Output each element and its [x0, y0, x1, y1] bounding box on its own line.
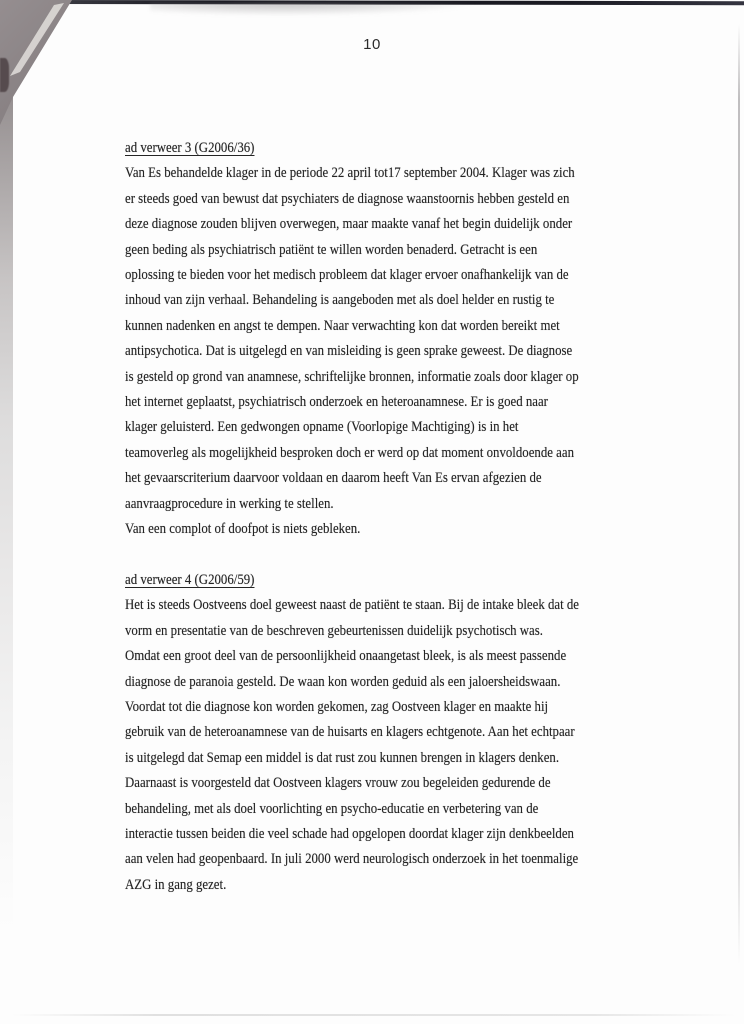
- body-line: aan velen had geopenbaard. In juli 2000 werd neurologisch onderzoek in het toenmalige: [125, 851, 579, 868]
- body-line: Van een complot of doofpot is niets gebleken.: [125, 521, 361, 538]
- body-line: gebruik van de heteroanamnese van de huisarts en klagers echtgenote. Aan het echtpaar: [125, 724, 575, 741]
- scan-corner-artifact: [0, 0, 90, 125]
- body-line: diagnose de paranoia gesteld. De waan kon worden geduid als een jaloersheidswaan.: [125, 673, 561, 690]
- body-line: Van Es behandelde klager in de periode 22 april tot17 september 2004. Klager was zich: [125, 165, 575, 182]
- section-heading-verweer-3: ad verweer 3 (G2006/36): [125, 140, 255, 156]
- body-line: inhoud van zijn verhaal. Behandeling is aangeboden met als doel helder en rustig te: [125, 292, 555, 309]
- body-line: Omdat een groot deel van de persoonlijkheid onaangetast bleek, is als meest passende: [125, 648, 567, 665]
- body-line: interactie tussen beiden die veel schade had opgelopen doordat klager zijn denkbeelden: [125, 825, 574, 842]
- section-gap: [125, 543, 640, 568]
- body-line: geen beding als psychiatrisch patiënt te willen worden benaderd. Getracht is een: [125, 241, 538, 258]
- body-line: AZG in gang gezet.: [125, 876, 227, 893]
- body-line: behandeling, met als doel voorlichting en psycho-educatie en verbetering van de: [125, 800, 539, 817]
- document-body: [125, 136, 640, 898]
- body-line: kunnen nadenken en angst te dempen. Naar verwachting kon dat worden bereikt met: [125, 317, 560, 334]
- body-line: is uitgelegd dat Semap een middel is dat rust zou kunnen brengen in klagers denken.: [125, 749, 560, 766]
- body-line: Voordat tot die diagnose kon worden gekomen, zag Oostveen klager en maakte hij: [125, 698, 549, 715]
- body-line: antipsychotica. Dat is uitgelegd en van misleiding is geen sprake geweest. De diagnose: [125, 343, 573, 360]
- scan-right-edge-line: [738, 24, 740, 964]
- body-line: Het is steeds Oostveens doel geweest naast de patiënt te staan. Bij de intake bleek dat de: [125, 597, 579, 614]
- body-line: klager geluisterd. Een gedwongen opname (Voorlopige Machtiging) is in het: [125, 419, 519, 436]
- body-line: teamoverleg als mogelijkheid besproken doch er werd op dat moment onvoldoende aan: [125, 444, 574, 461]
- body-line: vorm en presentatie van de beschreven gebeurtenissen duidelijk psychotisch was.: [125, 622, 543, 639]
- scan-corner-dark-spot: [0, 58, 9, 92]
- section-heading-verweer-4: ad verweer 4 (G2006/59): [125, 571, 255, 588]
- body-line: aanvraagprocedure in werking te stellen.: [125, 495, 334, 512]
- scan-left-edge-shadow: [0, 0, 13, 930]
- body-line: is gesteld op grond van anamnese, schriftelijke bronnen, informatie zoals door klager op: [125, 368, 579, 385]
- scan-bottom-edge-line: [12, 1014, 736, 1016]
- scan-top-smudge: [150, 3, 480, 16]
- body-line: Daarnaast is voorgesteld dat Oostveen klagers vrouw zou begeleiden gedurende de: [125, 775, 551, 792]
- body-line: het gevaarscriterium daarvoor voldaan en daarom heeft Van Es ervan afgezien de: [125, 470, 542, 487]
- body-line: oplossing te bieden voor het medisch probleem dat klager ervoer onafhankelijk van de: [125, 267, 569, 284]
- page-number: 10: [363, 36, 381, 53]
- body-line: deze diagnose zouden blijven overwegen, maar maakte vanaf het begin duidelijk onder: [125, 216, 573, 233]
- body-line: er steeds goed van bewust dat psychiaters de diagnose waanstoornis hebben gesteld en: [125, 190, 570, 207]
- body-line: het internet geplaatst, psychiatrisch onderzoek en heteroanamnese. Er is goed naar: [125, 394, 548, 411]
